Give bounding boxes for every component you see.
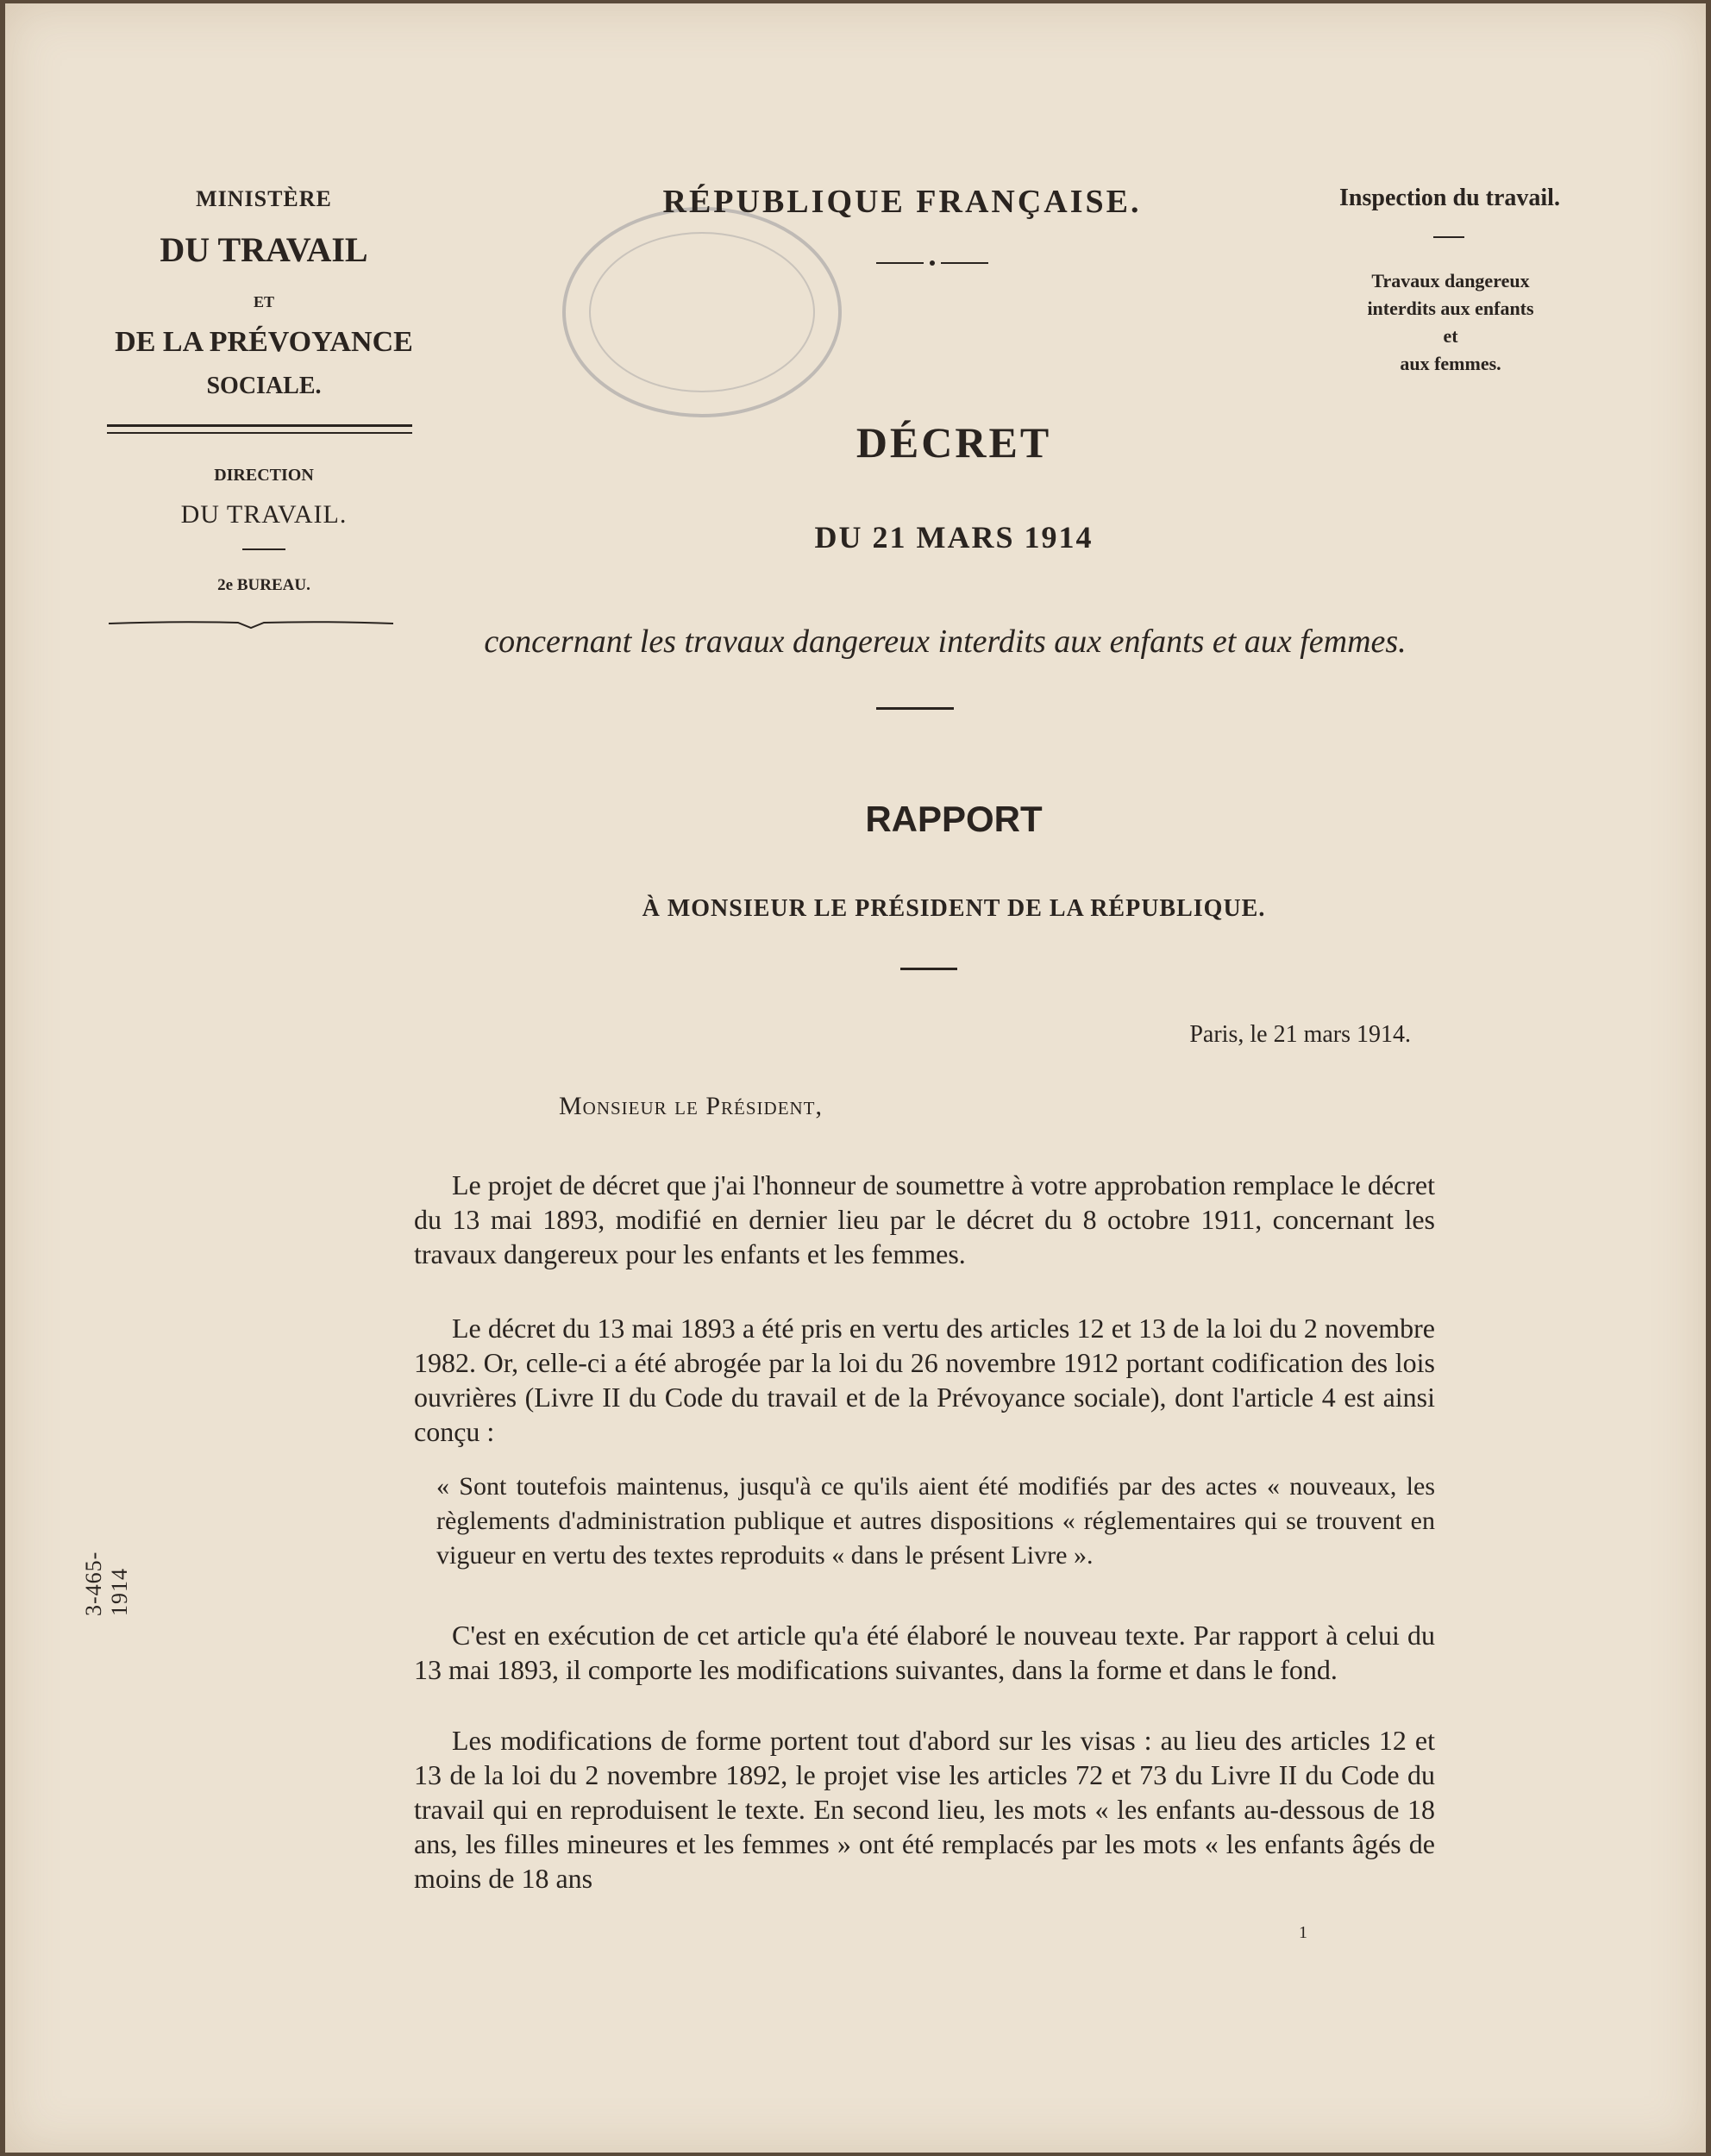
subject-line: et: [1443, 325, 1458, 347]
page-number: 1: [1299, 1923, 1307, 1942]
direction-name: DU TRAVAIL.: [180, 500, 348, 529]
paragraph: C'est en exécution de cet article qu'a été élaboré le nouveau texte. Par rapport à celui du 13 mai 1893, il comporte les modifications suivantes, dans la forme et dans le fond.: [414, 1620, 1435, 1685]
document-page: [5, 3, 1706, 2153]
subject-line: Travaux dangereux: [1371, 270, 1530, 291]
place-date: Paris, le 21 mars 1914.: [1189, 1021, 1411, 1048]
direction-label: DIRECTION: [214, 466, 314, 485]
divider: [1433, 236, 1464, 238]
paragraph: Le projet de décret que j'ai l'honneur de soumettre à votre approbation remplace le décret du 13 mai 1893, modifié en dernier lieu par le décret du 8 octobre 1911, concernant les travaux dangereux pour les enfants et les femmes.: [414, 1169, 1435, 1269]
subject-label: [1313, 267, 1589, 378]
divider: [876, 707, 954, 710]
ministry-name-line: DE LA PRÉVOYANCE: [115, 326, 413, 358]
subject-line: interdits aux enfants: [1367, 298, 1534, 319]
paragraph: Le décret du 13 mai 1893 a été pris en vertu des articles 12 et 13 de la loi du 2 novembre 1982. Or, celle-ci a été abrogée par la loi du 26 novembre 1912 portant codification des lois ouvrières (Livre II du Code du travail et de la Prévoyance sociale), dont l'article 4 est ainsi conçu :: [414, 1313, 1435, 1447]
report-addressee: À MONSIEUR LE PRÉSIDENT DE LA RÉPUBLIQUE.: [642, 895, 1266, 922]
inspection-label: Inspection du travail.: [1339, 185, 1560, 211]
decree-subject: concernant les travaux dangereux interdits aux enfants et aux femmes.: [484, 624, 1407, 660]
ornament-divider: [109, 617, 393, 630]
paragraph: Les modifications de forme portent tout d'abord sur les visas : au lieu des articles 12 et 13 de la loi du 2 novembre 1892, le projet vise les articles 72 et 73 du Livre II du Code du travail qui en reproduisent le texte. En second lieu, les mots « les enfants au-dessous de 18 ans, les filles mineures et les femmes » ont été remplacés par les mots « les enfants âgés de moins de 18 ans: [414, 1725, 1435, 1894]
double-divider: [107, 424, 412, 434]
decree-title: DÉCRET: [856, 418, 1052, 467]
ministry-label: MINISTÈRE: [196, 186, 332, 211]
ornament-divider: [876, 257, 988, 269]
report-title: RAPPORT: [865, 799, 1043, 839]
divider: [900, 968, 957, 970]
divider: [242, 548, 285, 550]
ministry-name-line: SOCIALE.: [206, 373, 322, 399]
republic-title: RÉPUBLIQUE FRANÇAISE.: [662, 184, 1142, 220]
subject-line: aux femmes.: [1400, 353, 1501, 374]
decree-date: DU 21 MARS 1914: [814, 520, 1094, 555]
salutation: Monsieur le Président,: [559, 1092, 824, 1120]
ministry-name-line: DU TRAVAIL: [160, 230, 368, 269]
quoted-article: « Sont toutefois maintenus, jusqu'à ce qu'ils aient été modifiés par des actes « nouveaux, les règlements d'administration publique et autres dispositions « réglementaires qui se trouvent en vigueur en vertu des textes reproduits « dans le présent Livre ».: [436, 1472, 1435, 1570]
bureau-label: 2e BUREAU.: [217, 576, 310, 594]
side-reference: 3-465-1914: [81, 1551, 132, 1616]
ministry-conjunction: ET: [253, 293, 274, 310]
